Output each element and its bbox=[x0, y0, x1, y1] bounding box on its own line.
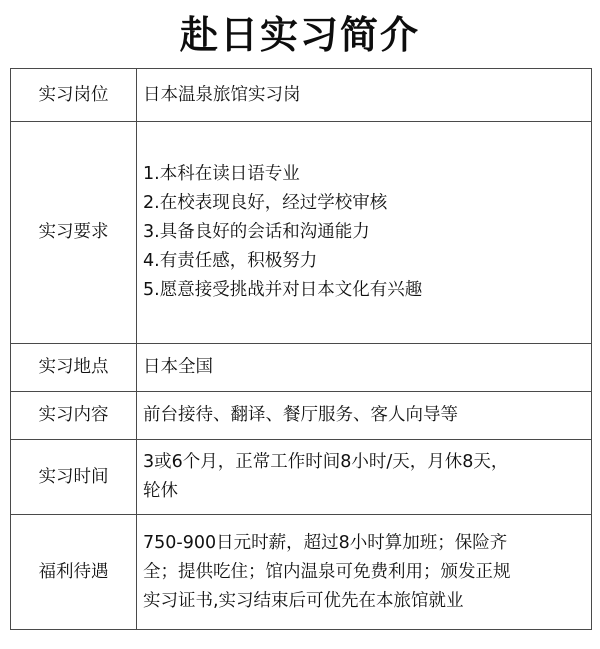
table-row-time bbox=[11, 440, 592, 515]
page-title: 赴日实习简介 bbox=[179, 13, 420, 57]
table-row-location bbox=[11, 344, 592, 392]
table-row-position bbox=[11, 69, 592, 122]
requirement-item-1: 1.本科在读日语专业 bbox=[143, 164, 300, 184]
row-label-content: 实习内容 bbox=[11, 392, 137, 440]
requirement-item-2: 2.在校表现良好，经过学校审核 bbox=[143, 193, 388, 213]
table-row-benefits bbox=[11, 515, 592, 630]
row-label-benefits: 福利待遇 bbox=[11, 515, 137, 630]
benefits-line-2: 全；提供吃住；馆内温泉可免费利用；颁发正规 bbox=[143, 561, 511, 582]
row-label-requirements: 实习要求 bbox=[11, 122, 137, 344]
table-row-requirements bbox=[11, 122, 592, 344]
row-label-time: 实习时间 bbox=[11, 440, 137, 515]
benefits-line-1: 750-900日元时薪，超过8小时算加班；保险齐 bbox=[143, 532, 508, 553]
time-line-1: 3或6个月，正常工作时间8小时/天，月休8天， bbox=[143, 452, 509, 472]
requirement-item-5: 5.愿意接受挑战并对日本文化有兴趣 bbox=[143, 280, 423, 300]
row-value-location: 日本全国 bbox=[137, 344, 592, 392]
time-line-2: 轮休 bbox=[143, 481, 178, 501]
row-value-time bbox=[137, 440, 592, 515]
requirement-item-4: 4.有责任感，积极努力 bbox=[143, 251, 318, 271]
benefits-line-3: 实习证书,实习结束后可优先在本旅馆就业 bbox=[143, 590, 464, 611]
table-row-content bbox=[11, 392, 592, 440]
row-value-requirements bbox=[137, 122, 592, 344]
row-value-content: 前台接待、翻译、餐厅服务、客人向导等 bbox=[137, 392, 592, 440]
row-label-position: 实习岗位 bbox=[11, 69, 137, 122]
row-value-benefits bbox=[137, 515, 592, 630]
requirement-item-3: 3.具备良好的会话和沟通能力 bbox=[143, 222, 370, 242]
row-value-position: 日本温泉旅馆实习岗 bbox=[137, 69, 592, 122]
internship-info-table bbox=[10, 68, 592, 630]
row-label-location: 实习地点 bbox=[11, 344, 137, 392]
requirements-list bbox=[143, 160, 585, 305]
